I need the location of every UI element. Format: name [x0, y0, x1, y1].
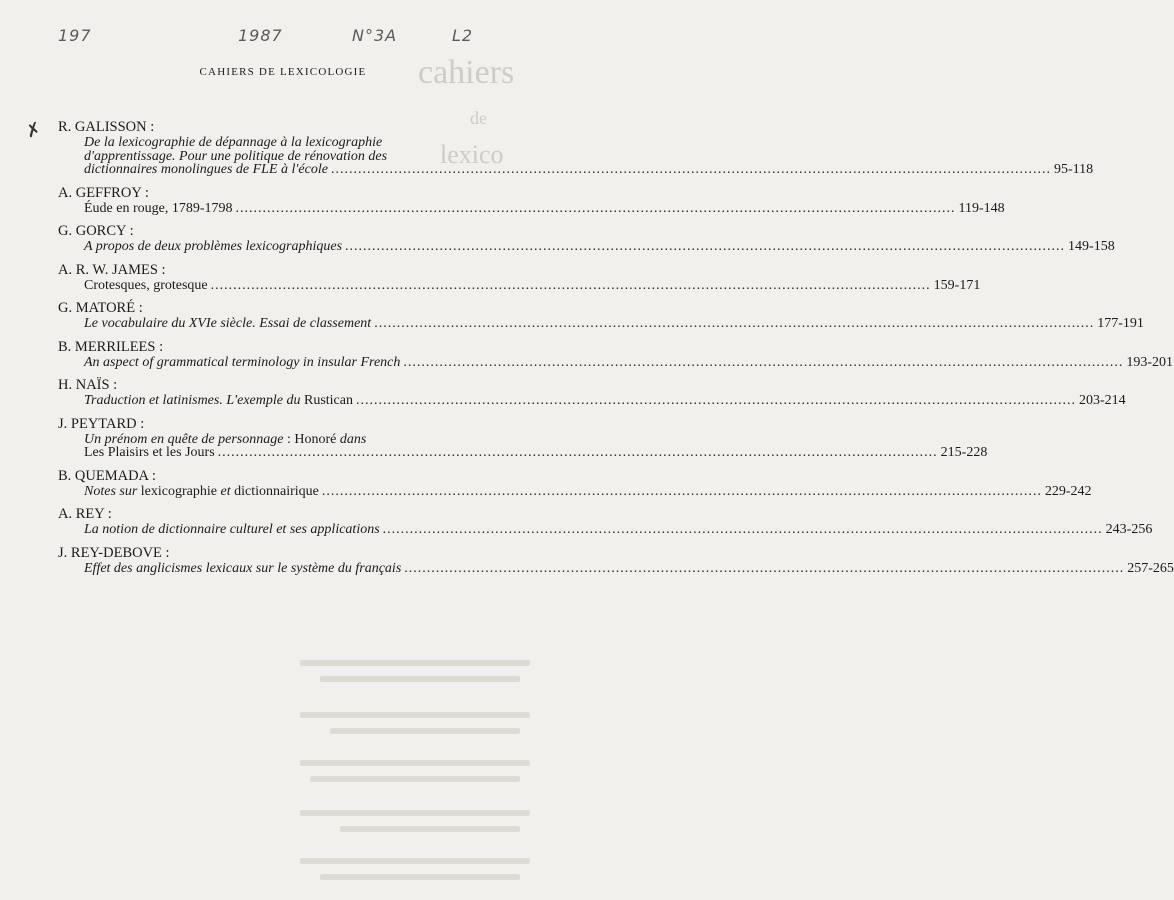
toc-title-line — [84, 136, 530, 150]
toc-author: A. GEFFROY : — [58, 184, 149, 201]
toc-title-text — [84, 356, 400, 370]
toc-title-line — [84, 354, 1174, 370]
show-through-text — [300, 660, 530, 666]
toc-pages: 119-148 — [958, 200, 1005, 216]
toc-pages: 229-242 — [1044, 483, 1092, 499]
toc-title-segment: Un prénom en quête de personnage — [84, 431, 284, 447]
leader-dots: ................................................................................................................................................................ — [330, 162, 1051, 177]
toc-title-text — [84, 523, 380, 537]
toc-title-line — [84, 316, 1144, 331]
toc-title-text — [84, 562, 401, 576]
toc-title-line — [84, 200, 1005, 216]
toc-title-line — [84, 150, 530, 164]
toc-title-text — [84, 202, 233, 216]
leader-dots: ................................................................................................................................................................ — [345, 239, 1066, 254]
toc-entry — [58, 184, 1005, 216]
toc-title-segment: Rustican — [303, 393, 353, 408]
toc-entry — [58, 544, 1174, 576]
running-title: CAHIERS DE LEXICOLOGIE — [199, 66, 367, 78]
toc-title-segment: A propos de deux problèmes lexicographiques — [84, 239, 343, 254]
toc-title — [58, 483, 1092, 499]
toc-title-line — [84, 522, 1153, 537]
toc-title-segment: Traduction et latinismes. L'exemple du — [84, 393, 304, 408]
toc-entry — [58, 338, 1174, 370]
toc-author: J. REY-DEBOVE : — [58, 544, 170, 561]
toc-author: J. PEYTARD : — [58, 415, 145, 432]
toc-title-line — [84, 445, 988, 460]
toc-title — [58, 277, 981, 293]
handwritten-note: 1987 — [238, 26, 283, 45]
toc-title — [58, 354, 1174, 370]
show-through-text: lexico — [440, 140, 504, 169]
toc-entry — [58, 223, 1115, 254]
toc-pages: 159-171 — [933, 277, 981, 293]
toc-title-line — [84, 393, 1126, 408]
show-through-text — [340, 826, 520, 832]
leader-dots: ................................................................................................................................................................ — [210, 277, 931, 293]
leader-dots: ................................................................................................................................................................ — [382, 522, 1103, 537]
toc-title-segment: Les Plaisirs et les Jours — [84, 445, 215, 460]
toc-title-text — [84, 279, 208, 293]
toc-title-line — [84, 162, 1094, 177]
toc-pages: 95-118 — [1053, 162, 1094, 177]
leader-dots: ................................................................................................................................................................ — [374, 316, 1095, 331]
toc-title-line — [84, 433, 530, 447]
toc-title-segment: lexicographie — [140, 483, 221, 499]
show-through-text — [300, 760, 530, 766]
toc-title-line — [84, 560, 1174, 576]
toc-author: B. QUEMADA : — [58, 467, 156, 484]
toc-title — [58, 431, 988, 460]
toc-pages: 193-201 — [1126, 354, 1174, 370]
show-through-text — [320, 676, 520, 682]
leader-dots: ................................................................................................................................................................ — [321, 483, 1042, 499]
toc-entry — [58, 377, 1126, 408]
toc-title-segment: dictionnaires monolingues de FLE à l'école — [84, 162, 328, 177]
leader-dots: ................................................................................................................................................................ — [403, 354, 1124, 370]
toc-title-segment: dans — [339, 431, 367, 447]
toc-pages: 215-228 — [940, 445, 988, 460]
show-through-text — [330, 728, 520, 734]
toc-title — [58, 239, 1115, 254]
toc-title-text — [84, 485, 319, 499]
toc-title-text — [84, 317, 371, 331]
leader-dots: ................................................................................................................................................................ — [217, 445, 938, 460]
toc-title-segment: : Honoré — [283, 431, 340, 447]
handwritten-note: 197 — [58, 26, 92, 45]
leader-dots: ................................................................................................................................................................ — [355, 393, 1076, 408]
toc-title-line — [84, 483, 1092, 499]
toc-author: B. MERRILEES : — [58, 338, 164, 355]
toc-pages: 177-191 — [1097, 316, 1144, 331]
toc-entry — [58, 415, 988, 460]
toc-author: A. REY : — [58, 506, 112, 522]
toc-title-segment: Éude en rouge, 1789-1798 — [84, 200, 233, 216]
toc-entry — [58, 300, 1144, 331]
show-through-text: cahiers — [418, 54, 515, 91]
toc-title-segment: Crotesques, grotesque — [84, 277, 208, 293]
show-through-text — [300, 712, 530, 718]
handwritten-note: N°3A — [352, 26, 398, 45]
toc-title-text — [84, 240, 342, 254]
handwritten-note: L2 — [452, 26, 474, 45]
margin-mark: ✗ — [22, 118, 44, 143]
toc-title — [58, 316, 1144, 331]
table-of-contents — [58, 119, 1174, 583]
toc-author: G. GORCY : — [58, 223, 134, 239]
toc-author: H. NAÏS : — [58, 377, 118, 393]
toc-entry — [58, 506, 1153, 537]
show-through-text — [300, 810, 530, 816]
toc-author: A. R. W. JAMES : — [58, 261, 166, 278]
toc-title-line — [84, 277, 981, 293]
toc-pages: 257-265 — [1127, 560, 1174, 576]
toc-title-segment: et — [220, 483, 235, 499]
toc-pages: 203-214 — [1078, 393, 1126, 408]
show-through-text — [320, 874, 520, 880]
toc-title — [58, 560, 1174, 576]
show-through-text: de — [470, 108, 487, 128]
toc-title — [58, 135, 1094, 177]
toc-title — [58, 522, 1153, 537]
toc-title — [58, 393, 1126, 408]
toc-entry — [58, 261, 981, 293]
toc-author: R. GALISSON : — [58, 119, 155, 135]
toc-title-line — [84, 239, 1115, 254]
toc-title-segment: Effet des anglicismes lexicaux sur le système du français — [84, 560, 402, 576]
toc-title — [58, 200, 1005, 216]
toc-entry — [58, 119, 1094, 177]
toc-title-text — [84, 394, 353, 408]
toc-pages: 149-158 — [1068, 239, 1115, 254]
show-through-text — [300, 858, 530, 864]
toc-title-segment: Notes sur — [84, 483, 141, 499]
toc-title-segment: An aspect of grammatical terminology in insular French — [84, 354, 401, 370]
toc-entry — [58, 467, 1092, 499]
toc-title-segment: La notion de dictionnaire culturel et ses applications — [84, 522, 380, 537]
toc-title-segment: Le vocabulaire du XVIe siècle. Essai de classement — [84, 316, 372, 331]
toc-title-segment: dictionnairique — [234, 483, 319, 499]
toc-title-segment: d'apprentissage. Pour une politique de rénovation des — [84, 148, 388, 164]
toc-title-text — [84, 446, 215, 460]
toc-title-text — [84, 163, 328, 177]
toc-pages: 243-256 — [1105, 522, 1153, 537]
leader-dots: ................................................................................................................................................................ — [404, 560, 1125, 576]
toc-title-segment: De la lexicographie de dépannage à la lexicographie — [84, 135, 383, 150]
leader-dots: ................................................................................................................................................................ — [235, 200, 956, 216]
toc-author: G. MATORÉ : — [58, 300, 143, 316]
show-through-text — [310, 776, 520, 782]
